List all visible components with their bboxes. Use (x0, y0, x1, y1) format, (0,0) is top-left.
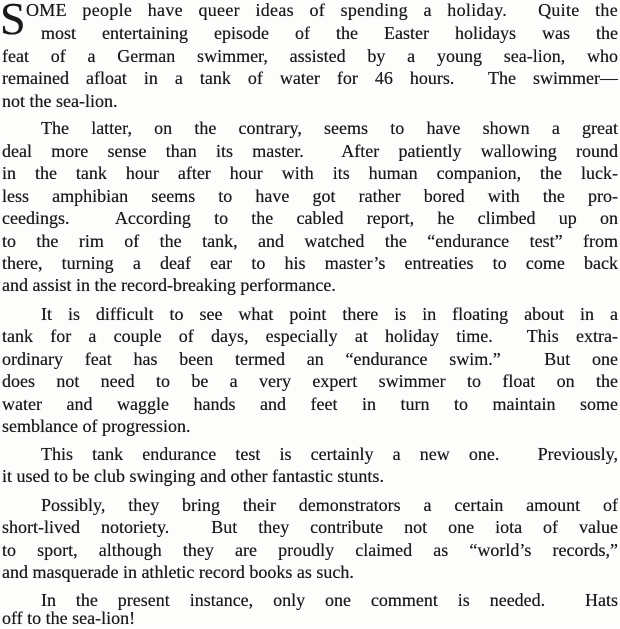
paragraph-3-line-3: ordinary feat has been termed an “endurance swim.” But one (2, 349, 618, 369)
paragraph-1-line-3: feat of a German swimmer, assisted by a young sea-lion, who (2, 46, 618, 66)
paragraph-2-line-2: deal more sense than its master. After patiently wallowing round (2, 141, 618, 161)
paragraph-5-line-2: short-lived notoriety. But they contribute not one iota of value (2, 517, 618, 537)
paragraph-2-line-5: ceedings. According to the cabled report, he climbed up on (2, 208, 618, 228)
paragraph-2-line-3: in the tank hour after hour with its human companion, the luck- (2, 163, 618, 183)
paragraph-5-line-4: and masquerade in athletic record books as such. (2, 562, 354, 582)
drop-cap: S (0, 0, 26, 44)
paragraph-2-line-6: to the rim of the tank, and watched the “endurance test” from (2, 231, 618, 251)
paragraph-2-line-8: and assist in the record-breaking performance. (2, 275, 336, 295)
paragraph-2-line-4: less amphibian seems to have got rather bored with the pro- (2, 186, 618, 206)
paragraph-1-line-5: not the sea-lion. (2, 91, 118, 111)
paragraph-3-line-2: tank for a couple of days, especially at holiday time. This extra- (2, 326, 618, 346)
paragraph-6-line-2: off to the sea-lion! (2, 608, 136, 628)
paragraph-3-line-5: water and waggle hands and feet in turn to maintain some (2, 394, 618, 414)
paragraph-2-line-7: there, turning a deaf ear to his master’s entreaties to come back (2, 253, 618, 273)
paragraph-3-line-1: It is difficult to see what point there is in floating about in a (41, 304, 618, 324)
paragraph-1-line-4: remained afloat in a tank of water for 46 hours. The swimmer— (2, 68, 618, 88)
paragraph-5-line-3: to sport, although they are proudly claimed as “world’s records,” (2, 540, 618, 560)
paragraph-4-line-1: This tank endurance test is certainly a new one. Previously, (41, 444, 618, 464)
paragraph-1-first-line-text: OME people have queer ideas of spending a holiday. Quite the (26, 0, 618, 20)
paragraph-3-line-4: does not need to be a very expert swimmer to float on the (2, 371, 618, 391)
paragraph-4-line-2: it used to be club swinging and other fantastic stunts. (2, 466, 384, 486)
paragraph-5-line-1: Possibly, they bring their demonstrators a certain amount of (41, 495, 618, 515)
paragraph-3-line-6: semblance of progression. (2, 416, 191, 436)
paragraph-6-line-1: In the present instance, only one comment is needed. Hats (41, 590, 618, 610)
paragraph-1-line-2: most entertaining episode of the Easter holidays was the (41, 23, 618, 43)
paragraph-2-line-1: The latter, on the contrary, seems to have shown a great (41, 118, 618, 138)
